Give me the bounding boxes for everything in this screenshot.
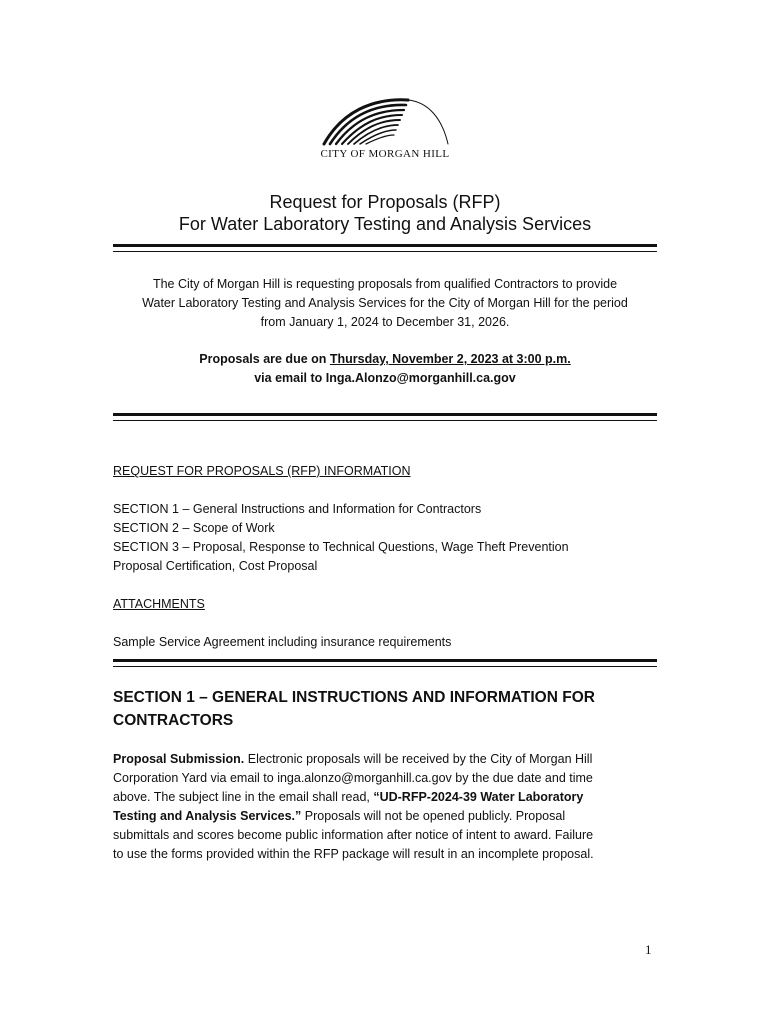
intro-paragraph (100, 275, 670, 332)
divider-thin (113, 251, 657, 252)
section-1-heading: SECTION 1 – GENERAL INSTRUCTIONS AND INFORMATION FOR CONTRACTORS (113, 689, 595, 729)
attachments-heading: ATTACHMENTS (113, 597, 205, 611)
hills-emblem-icon (312, 92, 458, 150)
title-line-1: Request for Proposals (RFP) (269, 192, 501, 212)
section-list-item: SECTION 1 – General Instructions and Information for Contractors (113, 502, 482, 516)
due-prefix: Proposals are due on (199, 352, 330, 366)
section-list-item: SECTION 2 – Scope of Work (113, 521, 275, 535)
due-date: Thursday, November 2, 2023 at 3:00 p.m. (329, 352, 571, 366)
divider-thick-2 (113, 413, 657, 416)
rfp-info-heading: REQUEST FOR PROPOSALS (RFP) INFORMATION (113, 464, 411, 478)
divider-thick-3 (113, 659, 657, 662)
due-email-line: via email to Inga.Alonzo@morganhill.ca.gov (254, 371, 516, 385)
section-list-item: Proposal Certification, Cost Proposal (113, 559, 318, 573)
city-logo (312, 92, 458, 164)
attachment-item: Sample Service Agreement including insurance requirements (113, 635, 452, 649)
intro-line-2: Water Laboratory Testing and Analysis Services for the City of Morgan Hill for the period (142, 296, 628, 310)
title-line-2: For Water Laboratory Testing and Analysis Services (178, 214, 592, 234)
divider-thin-3 (113, 666, 657, 667)
section-list (113, 500, 658, 576)
proposal-submission-paragraph: Proposal Submission. Electronic proposals will be received by the City of Morgan Hill Corporation Yard via email to inga.alonzo@morganhill.ca.gov by the due date and time above. The subject line in the email shall read, “UD-RFP-2024-39 Water Laboratory Testing and Analysis Services.” Proposals will not be opened publicly. Proposal submittals and scores become public information after notice of intent to award. Failure to use the forms provided within the RFP package will result in an incomplete proposal. (113, 752, 594, 861)
intro-line-3: from January 1, 2024 to December 31, 2026. (260, 315, 510, 329)
section-list-item: SECTION 3 – Proposal, Response to Technical Questions, Wage Theft Prevention (113, 540, 569, 554)
page-number: 1 (645, 942, 652, 957)
email-subject: “UD-RFP-2024-39 Water Laboratory (373, 790, 584, 804)
divider-thick (113, 244, 657, 247)
logo-text: CITY OF MORGAN HILL (320, 148, 450, 160)
proposal-submission-lead: Proposal Submission. (113, 752, 245, 766)
due-date-notice (100, 350, 670, 388)
divider-thin-2 (113, 420, 657, 421)
intro-line-1: The City of Morgan Hill is requesting proposals from qualified Contractors to provide (152, 277, 618, 291)
